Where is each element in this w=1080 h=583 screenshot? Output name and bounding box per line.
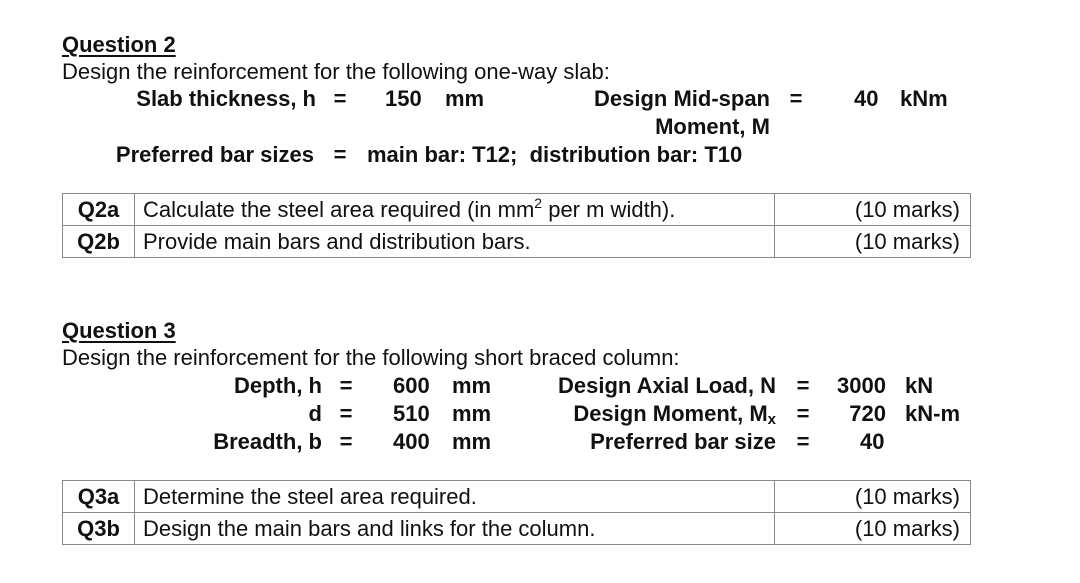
moment-label-line1: Design Mid-span: [593, 86, 770, 111]
effective-depth-value: 510: [393, 401, 430, 426]
axial-load-equals: =: [796, 373, 810, 398]
design-moment-unit: kN-m: [905, 401, 961, 426]
design-moment-equals: =: [796, 401, 810, 426]
preferred-bar-size-value: 40: [860, 429, 885, 454]
depth-unit: mm: [452, 373, 492, 398]
effective-depth-equals: =: [339, 401, 353, 426]
breadth-value: 400: [393, 429, 430, 454]
design-moment-label: Design Moment, $M_x$: [573, 401, 776, 428]
bar-sizes-value: main bar: T12; distribution bar: T10: [367, 142, 743, 167]
part-marks: (10 marks): [775, 194, 971, 226]
superscript-2: 2: [534, 194, 543, 211]
part-description: Calculate the steel area required (in $mm^2$ per m width).: [135, 194, 775, 226]
part-code: Q2b: [63, 226, 135, 258]
moment-unit: kNm: [900, 86, 948, 111]
part-marks: (10 marks): [775, 513, 971, 545]
slab-thickness-label: Slab thickness, h: [136, 86, 316, 111]
question-3-parts-table: [62, 480, 971, 545]
preferred-bar-size-equals: =: [796, 429, 810, 454]
question-2-heading: Question 2: [62, 32, 176, 57]
design-moment-value: 720: [849, 401, 886, 426]
moment-label-line2: Moment, M: [655, 114, 770, 139]
axial-load-label: Design Axial Load, N: [557, 373, 776, 398]
table-row: [63, 481, 971, 513]
moment-subscript: x: [767, 411, 776, 428]
part-description: Design the main bars and links for the column.: [135, 513, 775, 545]
part-marks: (10 marks): [775, 481, 971, 513]
table-row: [63, 513, 971, 545]
part-marks: (10 marks): [775, 226, 971, 258]
part-code: Q2a: [63, 194, 135, 226]
axial-load-unit: kN: [905, 373, 934, 398]
bar-sizes-label: Preferred bar sizes: [115, 142, 314, 167]
bar-sizes-equals: =: [333, 142, 347, 167]
slab-thickness-unit: mm: [445, 86, 485, 111]
part-description: Provide main bars and distribution bars.: [135, 226, 775, 258]
slab-thickness-equals: =: [333, 86, 347, 111]
preferred-bar-size-label: Preferred bar size: [590, 429, 776, 454]
effective-depth-label: d: [308, 401, 322, 426]
breadth-equals: =: [339, 429, 353, 454]
moment-value: 40: [854, 86, 879, 111]
axial-load-value: 3000: [837, 373, 886, 398]
depth-label: Depth, h: [234, 373, 322, 398]
part-description: Determine the steel area required.: [135, 481, 775, 513]
part-code: Q3b: [63, 513, 135, 545]
moment-equals: =: [789, 86, 803, 111]
effective-depth-unit: mm: [452, 401, 492, 426]
question-2-intro: Design the reinforcement for the following one-way slab:: [62, 59, 610, 84]
slab-thickness-value: 150: [385, 86, 422, 111]
breadth-label: Breadth, b: [213, 429, 322, 454]
question-3-intro: Design the reinforcement for the following short braced column:: [62, 345, 680, 370]
table-row: [63, 226, 971, 258]
breadth-unit: mm: [452, 429, 492, 454]
question-2-parts-table: [62, 193, 971, 258]
table-row: [63, 194, 971, 226]
question-3-heading: Question 3: [62, 318, 176, 343]
depth-equals: =: [339, 373, 353, 398]
depth-value: 600: [393, 373, 430, 398]
part-code: Q3a: [63, 481, 135, 513]
